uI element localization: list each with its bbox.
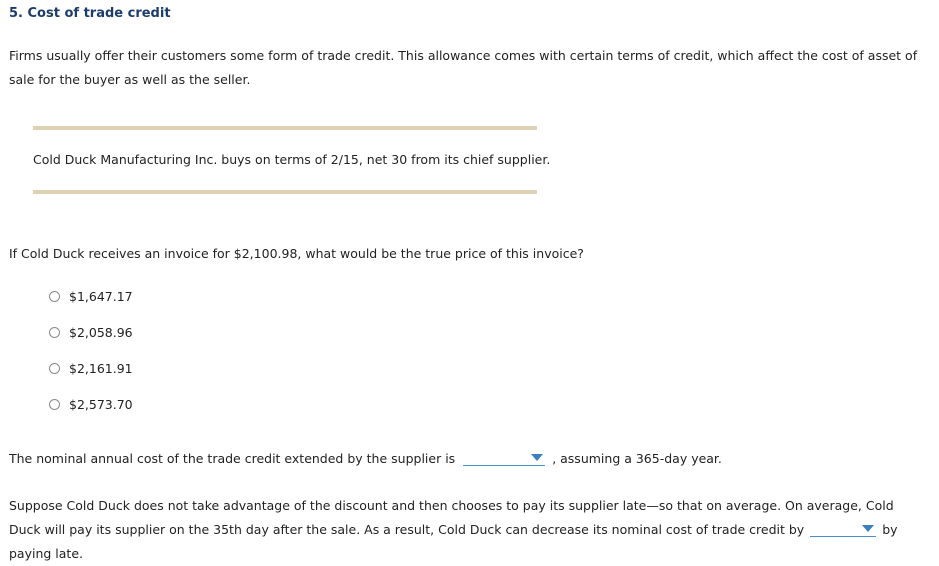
- radio-button[interactable]: [49, 291, 60, 302]
- answer-option[interactable]: [49, 361, 133, 376]
- late-payment-text-before: Suppose Cold Duck does not take advantage of the discount and then chooses to pay its supplier late—so that on average. On average, Cold Duck will pay its supplier on the 35th day after the sale. As a result, Cold Duck can decrease its nominal cost of trade credit by: [9, 498, 894, 537]
- answer-option-label: $1,647.17: [69, 289, 133, 304]
- question-title: 5. Cost of trade credit: [9, 6, 171, 21]
- answer-option-label: $2,573.70: [69, 397, 133, 412]
- radio-button[interactable]: [49, 399, 60, 410]
- callout-text: Cold Duck Manufacturing Inc. buys on terms of 2/15, net 30 from its chief supplier.: [33, 152, 551, 167]
- dropdown-arrow-icon: [862, 525, 874, 532]
- answer-option-label: $2,161.91: [69, 361, 133, 376]
- callout-bottom-divider: [33, 190, 537, 194]
- answer-option[interactable]: [49, 397, 133, 412]
- radio-button[interactable]: [49, 327, 60, 338]
- nominal-cost-sentence: [9, 451, 722, 466]
- late-payment-text-after: by paying late.: [9, 522, 898, 561]
- invoice-question: If Cold Duck receives an invoice for $2,100.98, what would be the true price of this invoice?: [9, 246, 584, 261]
- answer-option[interactable]: [49, 289, 133, 304]
- nominal-cost-text-after: , assuming a 365-day year.: [552, 451, 722, 466]
- answer-option[interactable]: [49, 325, 133, 340]
- intro-paragraph: Firms usually offer their customers some form of trade credit. This allowance comes with certain terms of credit, which affect the cost of asset of sale for the buyer as well as the seller.: [9, 48, 918, 87]
- cost-decrease-dropdown[interactable]: [810, 522, 876, 537]
- nominal-cost-text-before: The nominal annual cost of the trade credit extended by the supplier is: [9, 451, 456, 466]
- nominal-cost-dropdown[interactable]: [463, 451, 545, 466]
- late-payment-paragraph: [9, 494, 929, 566]
- answer-option-label: $2,058.96: [69, 325, 133, 340]
- radio-button[interactable]: [49, 363, 60, 374]
- dropdown-arrow-icon: [531, 454, 543, 461]
- callout-top-divider: [33, 126, 537, 130]
